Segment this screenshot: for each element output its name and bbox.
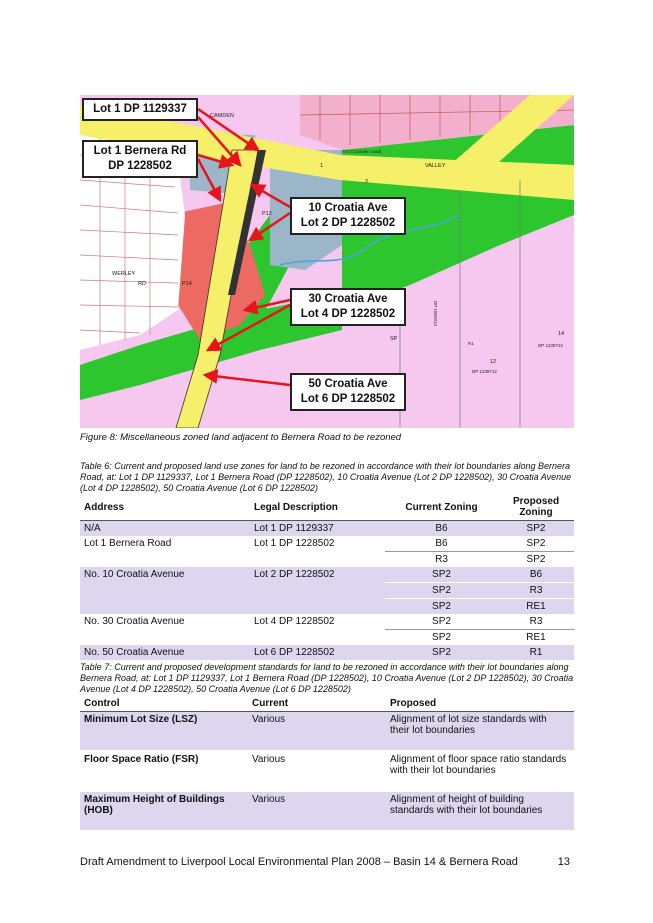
cell-current: SP2 [385,645,500,660]
cell-current: B6 [435,538,448,549]
page-number: 13 [557,856,570,868]
callout-text: 50 Croatia Ave [308,378,388,390]
map-label-rd: RD [138,281,146,287]
cell-legal: Lot 2 DP 1228502 [250,567,385,583]
cell-proposed: RE1 [500,599,574,615]
map-label-dp14: DP 1239712 [538,343,563,348]
callout-text: Lot 6 DP 1228502 [300,393,396,405]
callout-text: Lot 1 DP 1129337 [93,103,187,115]
table-row [80,583,574,599]
callout-text: Lot 1 Bernera Rd [93,145,187,157]
map-label-dp-vert: DP 1062913 [433,301,438,326]
table-row [80,567,574,583]
table-row [80,791,574,831]
callout-30-croatia [290,288,406,326]
table-row [80,599,574,615]
cell-legal: Lot 4 DP 1228502 [254,616,335,627]
callout-lot1-dp1129337 [82,98,198,121]
callout-50-croatia [290,373,406,411]
cell-legal [250,583,385,599]
cell-current: SP2 [385,630,500,646]
cell-proposed: SP2 [500,521,574,537]
cell-legal [250,599,385,615]
cell-control: Minimum Lot Size (LSZ) [80,712,248,752]
map-label-werley: WERLEY [112,271,136,277]
cell-proposed: SP2 [500,552,574,568]
cell-control: Floor Space Ratio (FSR) [80,751,248,791]
cell-current: R3 [385,552,500,568]
zoning-map [80,95,574,428]
cell-current: Various [248,791,386,831]
callout-text: 30 Croatia Ave [308,293,388,305]
map-label-num2: 2 [365,179,369,185]
cell-proposed: SP2 [526,538,546,549]
callout-lot1-bernera [82,140,198,178]
cell-address [80,583,250,599]
cell-proposed: B6 [500,567,574,583]
map-label-camden: CAMDEN [210,113,234,119]
callout-10-croatia [290,197,406,235]
cell-control: Maximum Height of Buildings (HOB) [80,791,248,831]
map-label-lot14: 14 [558,331,565,337]
cell-address: N/A [80,521,250,537]
cell-current: SP2 [432,616,451,627]
table6-header-legal: Legal Description [250,494,385,521]
cell-address [80,552,250,568]
cell-legal: Lot 1 DP 1228502 [254,538,335,549]
callout-text: DP 1228502 [108,160,172,172]
callout-text: 10 Croatia Ave [308,202,388,214]
cell-proposed: Alignment of lot size standards with their lot boundaries [386,712,574,752]
map-label-dp12: DP 1239712 [472,369,497,374]
table7-caption: Table 7: Current and proposed development standards for land to be rezoned in accordance with their lot boundaries along Bernera Road, at: Lot 1 DP 1129337, Lot 1 Bernera Road (DP 1228502), 10 Croatia Avenue (Lot 2 DP 1228502), 30 Croatia Avenue (Lot 4 DP 1228502), 50 Croatia Avenue (Lot 6 DP 1228502) [80,662,574,694]
table-row [80,630,574,646]
map-label-a72: A72 (Camden road) [342,149,382,154]
table-row [80,614,574,630]
cell-legal: Lot 6 DP 1228502 [250,645,385,660]
page-footer [80,856,574,868]
callout-text: Lot 2 DP 1228502 [300,217,396,229]
map-label-lot12: 12 [490,359,497,365]
table-row [80,536,574,552]
cell-current: SP2 [385,583,500,599]
cell-legal: Lot 1 DP 1129337 [250,521,385,537]
map-label-r1: R1 [468,341,474,346]
table-row [80,751,574,791]
cell-current: Various [248,712,386,752]
cell-proposed: R1 [500,645,574,660]
table6-caption: Table 6: Current and proposed land use zones for land to be rezoned in accordance with their lot boundaries along Bernera Road, at: Lot 1 DP 1129337, Lot 1 Bernera Road (DP 1228502), 10 Croatia Avenue (Lot 2 DP 1228502), 30 Croatia Avenue (Lot 4 DP 1228502), 50 Croatia Avenue (Lot 6 DP 1228502) [80,461,572,493]
cell-address: No. 50 Croatia Avenue [80,645,250,660]
map-label-sp: SP [390,336,398,342]
table-row [80,712,574,752]
table7-header-current: Current [248,696,386,712]
cell-address [80,630,250,646]
cell-proposed: Alignment of height of building standards with their lot boundaries [386,791,574,831]
cell-legal [250,552,385,568]
cell-proposed: R3 [500,583,574,599]
cell-address: Lot 1 Bernera Road [84,538,172,549]
cell-current: SP2 [385,599,500,615]
figure-caption: Figure 8: Miscellaneous zoned land adjacent to Bernera Road to be rezoned [80,432,402,443]
cell-address: No. 30 Croatia Avenue [84,616,185,627]
cell-current: SP2 [385,567,500,583]
map-label-p12: P12 [262,211,272,217]
cell-address: No. 10 Croatia Avenue [80,567,250,583]
cell-address [80,599,250,615]
cell-current: B6 [385,521,500,537]
table-row [80,552,574,568]
table6-header-current: Current Zoning [385,494,500,521]
map-label-p14: P14 [182,281,192,287]
map-label-valley: VALLEY [425,163,446,169]
table6-header-address: Address [80,494,250,521]
table7-header-control: Control [80,696,248,712]
table-row [80,521,574,537]
cell-current: Various [248,751,386,791]
cell-proposed: R3 [529,616,543,627]
cell-proposed: Alignment of floor space ratio standards with their lot boundaries [386,751,574,791]
cell-legal [250,630,385,646]
map-label-num1: 1 [320,163,324,169]
table6 [80,494,574,660]
cell-proposed: RE1 [500,630,574,646]
footer-title: Draft Amendment to Liverpool Local Environmental Plan 2008 – Basin 14 & Bernera Road [80,856,518,868]
callout-text: Lot 4 DP 1228502 [300,308,396,320]
table7 [80,696,574,832]
table-row [80,645,574,660]
table6-header-proposed: Proposed Zoning [500,494,574,521]
table7-header-proposed: Proposed [386,696,574,712]
